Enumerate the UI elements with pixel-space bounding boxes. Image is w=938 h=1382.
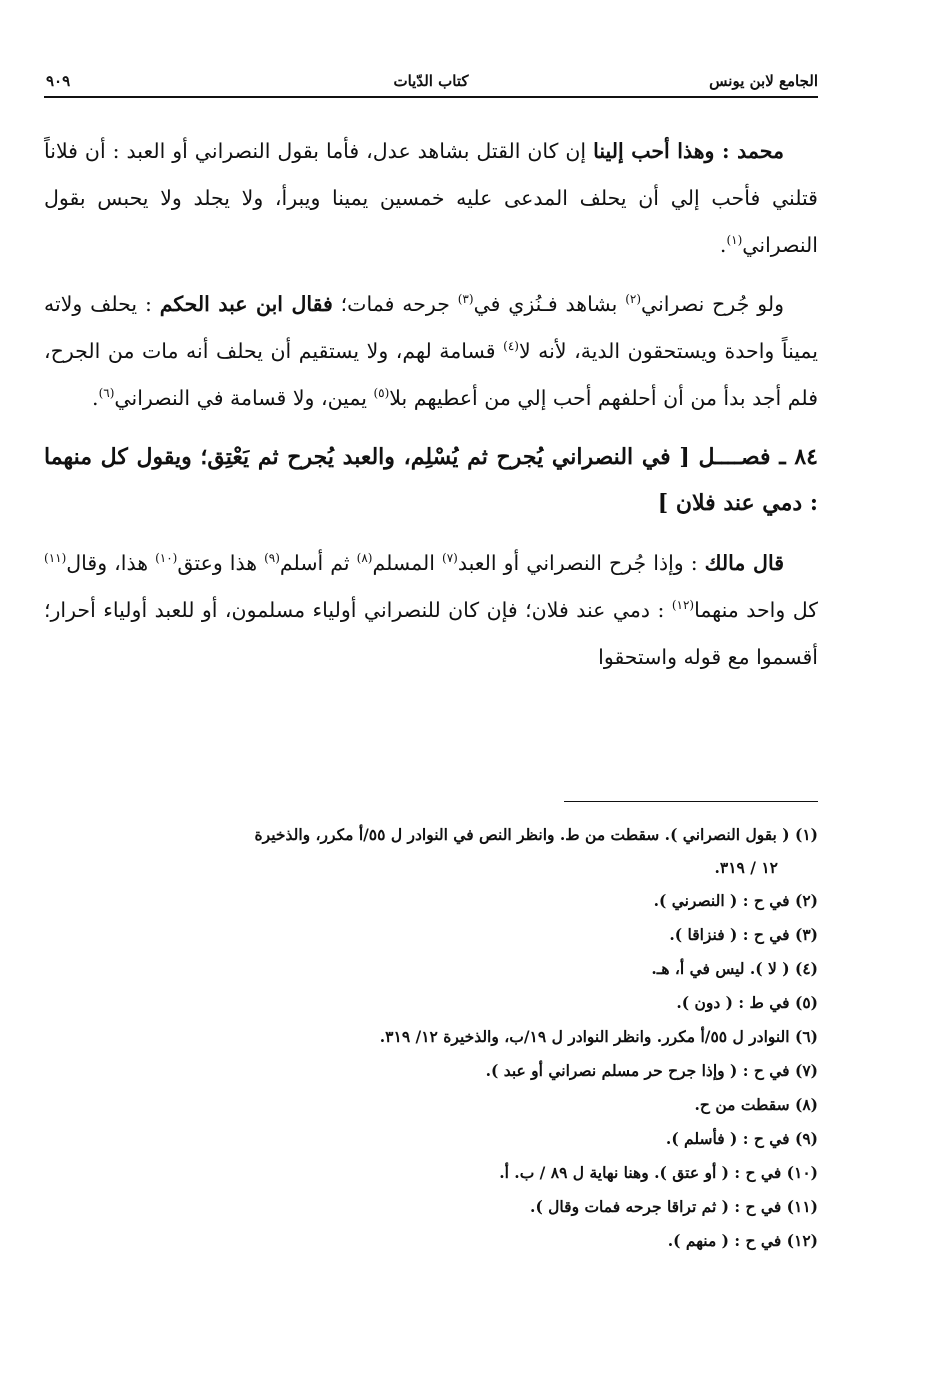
paragraph-3 bbox=[44, 540, 818, 681]
footnote-ref-6[interactable]: (٦) bbox=[98, 386, 115, 401]
footnote-12: (١٢) في ح : ( منهم ). bbox=[667, 1231, 818, 1250]
paragraph-3-text-e: هذا، وقال bbox=[66, 551, 156, 575]
footnote-4: (٤) ( لا ). ليس في أ، هـ. bbox=[651, 959, 818, 978]
paragraph-2-text-b: بشاهد فـنُزي في bbox=[473, 292, 626, 316]
page-number: ٩٠٩ bbox=[46, 72, 71, 90]
header-chapter-title: كتاب الدّيات bbox=[393, 72, 469, 90]
footnote-1: (١) ( بقول النصراني ). سقطت من ط. وانظر النص في النوادر ل ٥٥/أ مكرر، والذخيرة bbox=[254, 825, 818, 844]
paragraph-1-text: إن كان القتل بشاهد عدل، فأما بقول النصراني أو العبد : أن فلاناً قتلني فأحب إلي أن يحلف المدعى عليه خمسين يمينا ويبرأ، ولا يجلد ولا يحبس بقول النصراني bbox=[44, 139, 818, 257]
footnote-ref-9[interactable]: (٩) bbox=[264, 551, 280, 566]
footnote-ref-3[interactable]: (٣) bbox=[457, 292, 474, 307]
paragraph-2-lead: فقال ابن عبد الحكم bbox=[159, 292, 333, 316]
footnote-ref-10[interactable]: (١٠) bbox=[155, 551, 178, 566]
footnote-divider bbox=[564, 801, 818, 802]
footnote-11: (١١) في ح : ( ثم تراقا جرحه فمات وقال ). bbox=[530, 1197, 818, 1216]
footnote-ref-8[interactable]: (٨) bbox=[356, 551, 373, 566]
paragraph-2-end: . bbox=[92, 386, 99, 410]
paragraph-3-text-d: هذا وعتق bbox=[177, 551, 265, 575]
footnote-8: (٨) سقطت من ح. bbox=[694, 1095, 818, 1114]
paragraph-3-text-g: : دمي عند فلان؛ فإن كان للنصراني أولياء مسلمون، أو للعبد أولياء أحرار؛ أقسموا مع قوله واستحقوا bbox=[44, 598, 818, 669]
footnote-2: (٢) في ح : ( النصرني ). bbox=[653, 891, 818, 910]
main-text bbox=[44, 128, 818, 693]
footnote-ref-1[interactable]: (١) bbox=[726, 233, 743, 248]
footnote-ref-11[interactable]: (١١) bbox=[44, 551, 67, 566]
paragraph-1-end: . bbox=[719, 233, 727, 257]
footnote-ref-4[interactable]: (٤) bbox=[503, 339, 519, 354]
footnote-3: (٣) في ح : ( فنزاقا ). bbox=[669, 925, 818, 944]
footnote-ref-5[interactable]: (٥) bbox=[373, 386, 390, 401]
header-divider bbox=[44, 96, 818, 98]
paragraph-3-text-b: المسلم bbox=[372, 551, 442, 575]
paragraph-3-text-a: : وإذا جُرح النصراني أو العبد bbox=[457, 551, 705, 575]
footnote-ref-2[interactable]: (٢) bbox=[625, 292, 642, 307]
paragraph-3-text-f: كل واحد منهما bbox=[694, 598, 818, 622]
footnote-ref-7[interactable]: (٧) bbox=[442, 551, 458, 566]
section-heading: ٨٤ ـ فصــــل [ في النصراني يُجرح ثم يُسْلِم، والعبد يُجرح ثم يَعْتِق؛ ويقول كل منهما : دمي عند فلان ] bbox=[44, 444, 818, 516]
header-book-title: الجامع لابن يونس bbox=[709, 72, 818, 90]
paragraph-2-text-e: قسامة لهم، ولا يستقيم أن يحلف أنه مات من الجرح، فلم أجد بدأ من أن أحلفهم أحب إلي من أعطيهم بلا bbox=[44, 339, 818, 410]
paragraph-2-text-a: ولو جُرح نصراني bbox=[641, 292, 784, 316]
footnotes bbox=[44, 818, 818, 1258]
footnote-9: (٩) في ح : ( فأسلم ). bbox=[665, 1129, 818, 1148]
footnote-5: (٥) في ط : ( دون ). bbox=[676, 993, 818, 1012]
footnote-7: (٧) في ح : ( وإذا جرح حر مسلم نصراني أو عبد ). bbox=[485, 1061, 818, 1080]
footnote-1-continued: ١٢ / ٣١٩. bbox=[714, 858, 778, 877]
paragraph-2 bbox=[44, 281, 818, 422]
paragraph-1-lead: محمد : وهذا أحب إلينا bbox=[593, 139, 784, 163]
footnote-6: (٦) النوادر ل ٥٥/أ مكرر. وانظر النوادر ل ١٩/ب، والذخيرة ١٢/ ٣١٩. bbox=[379, 1027, 818, 1046]
book-page bbox=[44, 0, 818, 1382]
paragraph-1 bbox=[44, 128, 818, 269]
paragraph-2-text-f: يمين، ولا قسامة في النصراني bbox=[114, 386, 374, 410]
footnote-10: (١٠) في ح : ( أو عتق ). وهنا نهاية ل ٨٩ / ب. أ. bbox=[499, 1163, 818, 1182]
paragraph-3-lead: قال مالك bbox=[704, 551, 784, 575]
paragraph-2-text-d: : يحلف ولاته يميناً واحدة ويستحقون الدية، لأنه لا bbox=[44, 292, 818, 363]
paragraph-2-text-c: جرحه فمات؛ bbox=[332, 292, 458, 316]
paragraph-3-text-c: ثم أسلم bbox=[279, 551, 357, 575]
footnote-ref-12[interactable]: (١٢) bbox=[671, 598, 695, 613]
running-header bbox=[44, 70, 818, 96]
